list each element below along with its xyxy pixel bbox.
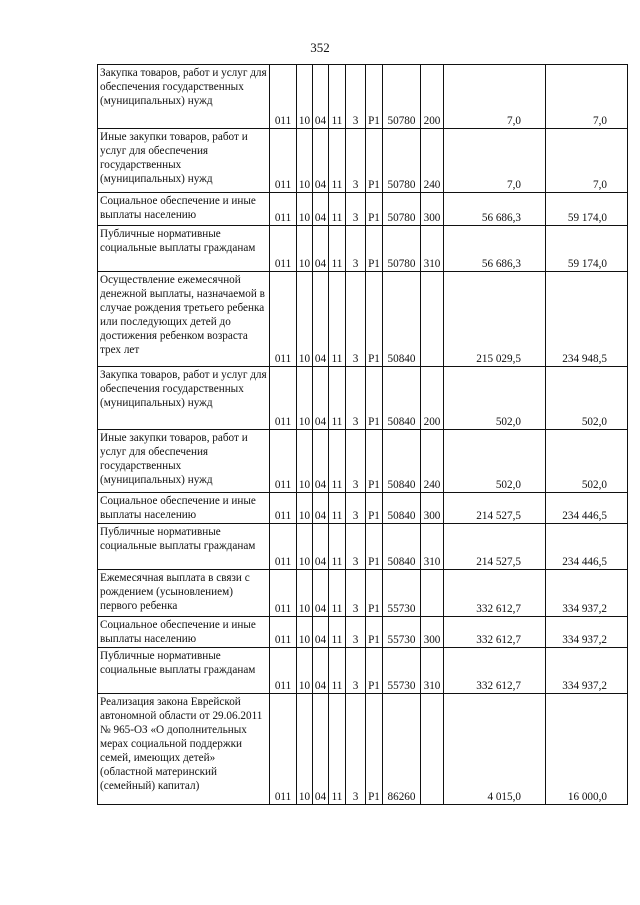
ministry-code: 011 [270,65,297,129]
amount-year-1: 332 612,7 [444,648,546,694]
row-name: Иные закупки товаров, работ и услуг для обеспечения государственных (муниципальных) нужд [98,430,270,493]
subprogram-code: 3 [346,617,366,648]
subsection-code: 04 [313,226,329,272]
subsection-code: 04 [313,65,329,129]
subsection-code: 04 [313,367,329,430]
program-code: 11 [329,694,346,805]
table-row [98,648,628,694]
expense-kind: 200 [421,65,444,129]
expense-kind: 300 [421,193,444,226]
expense-code: 50780 [383,193,421,226]
row-name: Закупка товаров, работ и услуг для обеспечения государственных (муниципальных) нужд [98,367,270,430]
section-code: 10 [297,272,313,367]
page-number: 352 [310,40,330,55]
subprogram-code: 3 [346,226,366,272]
amount-year-1: 502,0 [444,367,546,430]
table-row [98,694,628,805]
subsection-code: 04 [313,648,329,694]
amount-year-2: 7,0 [546,129,628,193]
amount-year-2: 7,0 [546,65,628,129]
subsection-code: 04 [313,493,329,524]
section-code: 10 [297,648,313,694]
subsection-code: 04 [313,272,329,367]
amount-year-2: 334 937,2 [546,570,628,617]
expense-code: 50840 [383,272,421,367]
section-code: 10 [297,193,313,226]
expense-kind: 310 [421,226,444,272]
section-code: 10 [297,617,313,648]
expense-code: 55730 [383,570,421,617]
expense-kind: 300 [421,493,444,524]
row-name: Социальное обеспечение и иные выплаты населению [98,193,270,226]
expense-kind: 240 [421,430,444,493]
amount-year-2: 502,0 [546,430,628,493]
program-code: 11 [329,617,346,648]
subsection-code: 04 [313,430,329,493]
row-name: Публичные нормативные социальные выплаты гражданам [98,648,270,694]
table-row [98,367,628,430]
amount-year-2: 234 446,5 [546,493,628,524]
expense-kind [421,570,444,617]
amount-year-2: 234 948,5 [546,272,628,367]
subsection-code: 04 [313,617,329,648]
subsection-code: 04 [313,193,329,226]
expense-code: 50840 [383,493,421,524]
program-code: 11 [329,430,346,493]
program-code: 11 [329,129,346,193]
amount-year-2: 16 000,0 [546,694,628,805]
project-code: P1 [366,617,383,648]
project-code: P1 [366,648,383,694]
expense-kind: 310 [421,524,444,570]
expense-code: 55730 [383,617,421,648]
project-code: P1 [366,226,383,272]
subprogram-code: 3 [346,272,366,367]
table-row [98,193,628,226]
section-code: 10 [297,694,313,805]
amount-year-2: 334 937,2 [546,648,628,694]
section-code: 10 [297,430,313,493]
subsection-code: 04 [313,524,329,570]
row-name: Социальное обеспечение и иные выплаты населению [98,617,270,648]
subprogram-code: 3 [346,493,366,524]
ministry-code: 011 [270,129,297,193]
program-code: 11 [329,226,346,272]
table-row [98,129,628,193]
row-name: Иные закупки товаров, работ и услуг для обеспечения государственных (муниципальных) нужд [98,129,270,193]
section-code: 10 [297,570,313,617]
expense-code: 50780 [383,226,421,272]
expense-code: 50840 [383,367,421,430]
expense-kind: 240 [421,129,444,193]
row-name: Закупка товаров, работ и услуг для обеспечения государственных (муниципальных) нужд [98,65,270,129]
subprogram-code: 3 [346,524,366,570]
project-code: P1 [366,367,383,430]
table-row [98,272,628,367]
program-code: 11 [329,570,346,617]
program-code: 11 [329,367,346,430]
amount-year-2: 59 174,0 [546,193,628,226]
amount-year-1: 7,0 [444,65,546,129]
expense-code: 50780 [383,65,421,129]
subsection-code: 04 [313,694,329,805]
expense-code: 50840 [383,430,421,493]
program-code: 11 [329,272,346,367]
ministry-code: 011 [270,367,297,430]
program-code: 11 [329,493,346,524]
project-code: P1 [366,129,383,193]
row-name: Ежемесячная выплата в связи с рождением (усыновлением) первого ребенка [98,570,270,617]
ministry-code: 011 [270,694,297,805]
table-row [98,617,628,648]
subprogram-code: 3 [346,367,366,430]
subprogram-code: 3 [346,65,366,129]
row-name: Реализация закона Еврейской автономной области от 29.06.2011 № 965-ОЗ «О дополнительных мерах социальной поддержки семей, имеющих детей» (областной материнский (семейный) капитал) [98,694,270,805]
ministry-code: 011 [270,226,297,272]
project-code: P1 [366,493,383,524]
table-row [98,65,628,129]
row-name: Социальное обеспечение и иные выплаты населению [98,493,270,524]
expense-code: 55730 [383,648,421,694]
table-row [98,226,628,272]
project-code: P1 [366,694,383,805]
ministry-code: 011 [270,430,297,493]
subprogram-code: 3 [346,648,366,694]
row-name: Публичные нормативные социальные выплаты гражданам [98,524,270,570]
subprogram-code: 3 [346,129,366,193]
row-name: Публичные нормативные социальные выплаты гражданам [98,226,270,272]
ministry-code: 011 [270,570,297,617]
table-row [98,493,628,524]
amount-year-1: 56 686,3 [444,226,546,272]
project-code: P1 [366,272,383,367]
amount-year-1: 502,0 [444,430,546,493]
table-row [98,430,628,493]
ministry-code: 011 [270,524,297,570]
program-code: 11 [329,65,346,129]
project-code: P1 [366,570,383,617]
program-code: 11 [329,524,346,570]
expense-kind [421,272,444,367]
amount-year-1: 214 527,5 [444,493,546,524]
expense-kind: 200 [421,367,444,430]
amount-year-1: 332 612,7 [444,617,546,648]
amount-year-1: 7,0 [444,129,546,193]
section-code: 10 [297,367,313,430]
program-code: 11 [329,193,346,226]
section-code: 10 [297,493,313,524]
section-code: 10 [297,129,313,193]
ministry-code: 011 [270,272,297,367]
amount-year-2: 59 174,0 [546,226,628,272]
ministry-code: 011 [270,617,297,648]
project-code: P1 [366,65,383,129]
amount-year-1: 215 029,5 [444,272,546,367]
expense-kind: 300 [421,617,444,648]
ministry-code: 011 [270,193,297,226]
ministry-code: 011 [270,493,297,524]
section-code: 10 [297,524,313,570]
budget-table [97,64,628,805]
table-row [98,570,628,617]
ministry-code: 011 [270,648,297,694]
subprogram-code: 3 [346,570,366,617]
section-code: 10 [297,226,313,272]
project-code: P1 [366,524,383,570]
expense-kind [421,694,444,805]
amount-year-2: 334 937,2 [546,617,628,648]
expense-code: 50780 [383,129,421,193]
amount-year-2: 502,0 [546,367,628,430]
expense-code: 86260 [383,694,421,805]
table-row [98,524,628,570]
program-code: 11 [329,648,346,694]
subsection-code: 04 [313,129,329,193]
subprogram-code: 3 [346,193,366,226]
project-code: P1 [366,430,383,493]
row-name: Осуществление ежемесячной денежной выплаты, назначаемой в случае рождения третьего ребенка или последующих детей до достижения ребенком возраста трех лет [98,272,270,367]
amount-year-1: 214 527,5 [444,524,546,570]
amount-year-1: 332 612,7 [444,570,546,617]
amount-year-1: 56 686,3 [444,193,546,226]
expense-kind: 310 [421,648,444,694]
subsection-code: 04 [313,570,329,617]
amount-year-1: 4 015,0 [444,694,546,805]
amount-year-2: 234 446,5 [546,524,628,570]
subprogram-code: 3 [346,430,366,493]
project-code: P1 [366,193,383,226]
expense-code: 50840 [383,524,421,570]
subprogram-code: 3 [346,694,366,805]
section-code: 10 [297,65,313,129]
